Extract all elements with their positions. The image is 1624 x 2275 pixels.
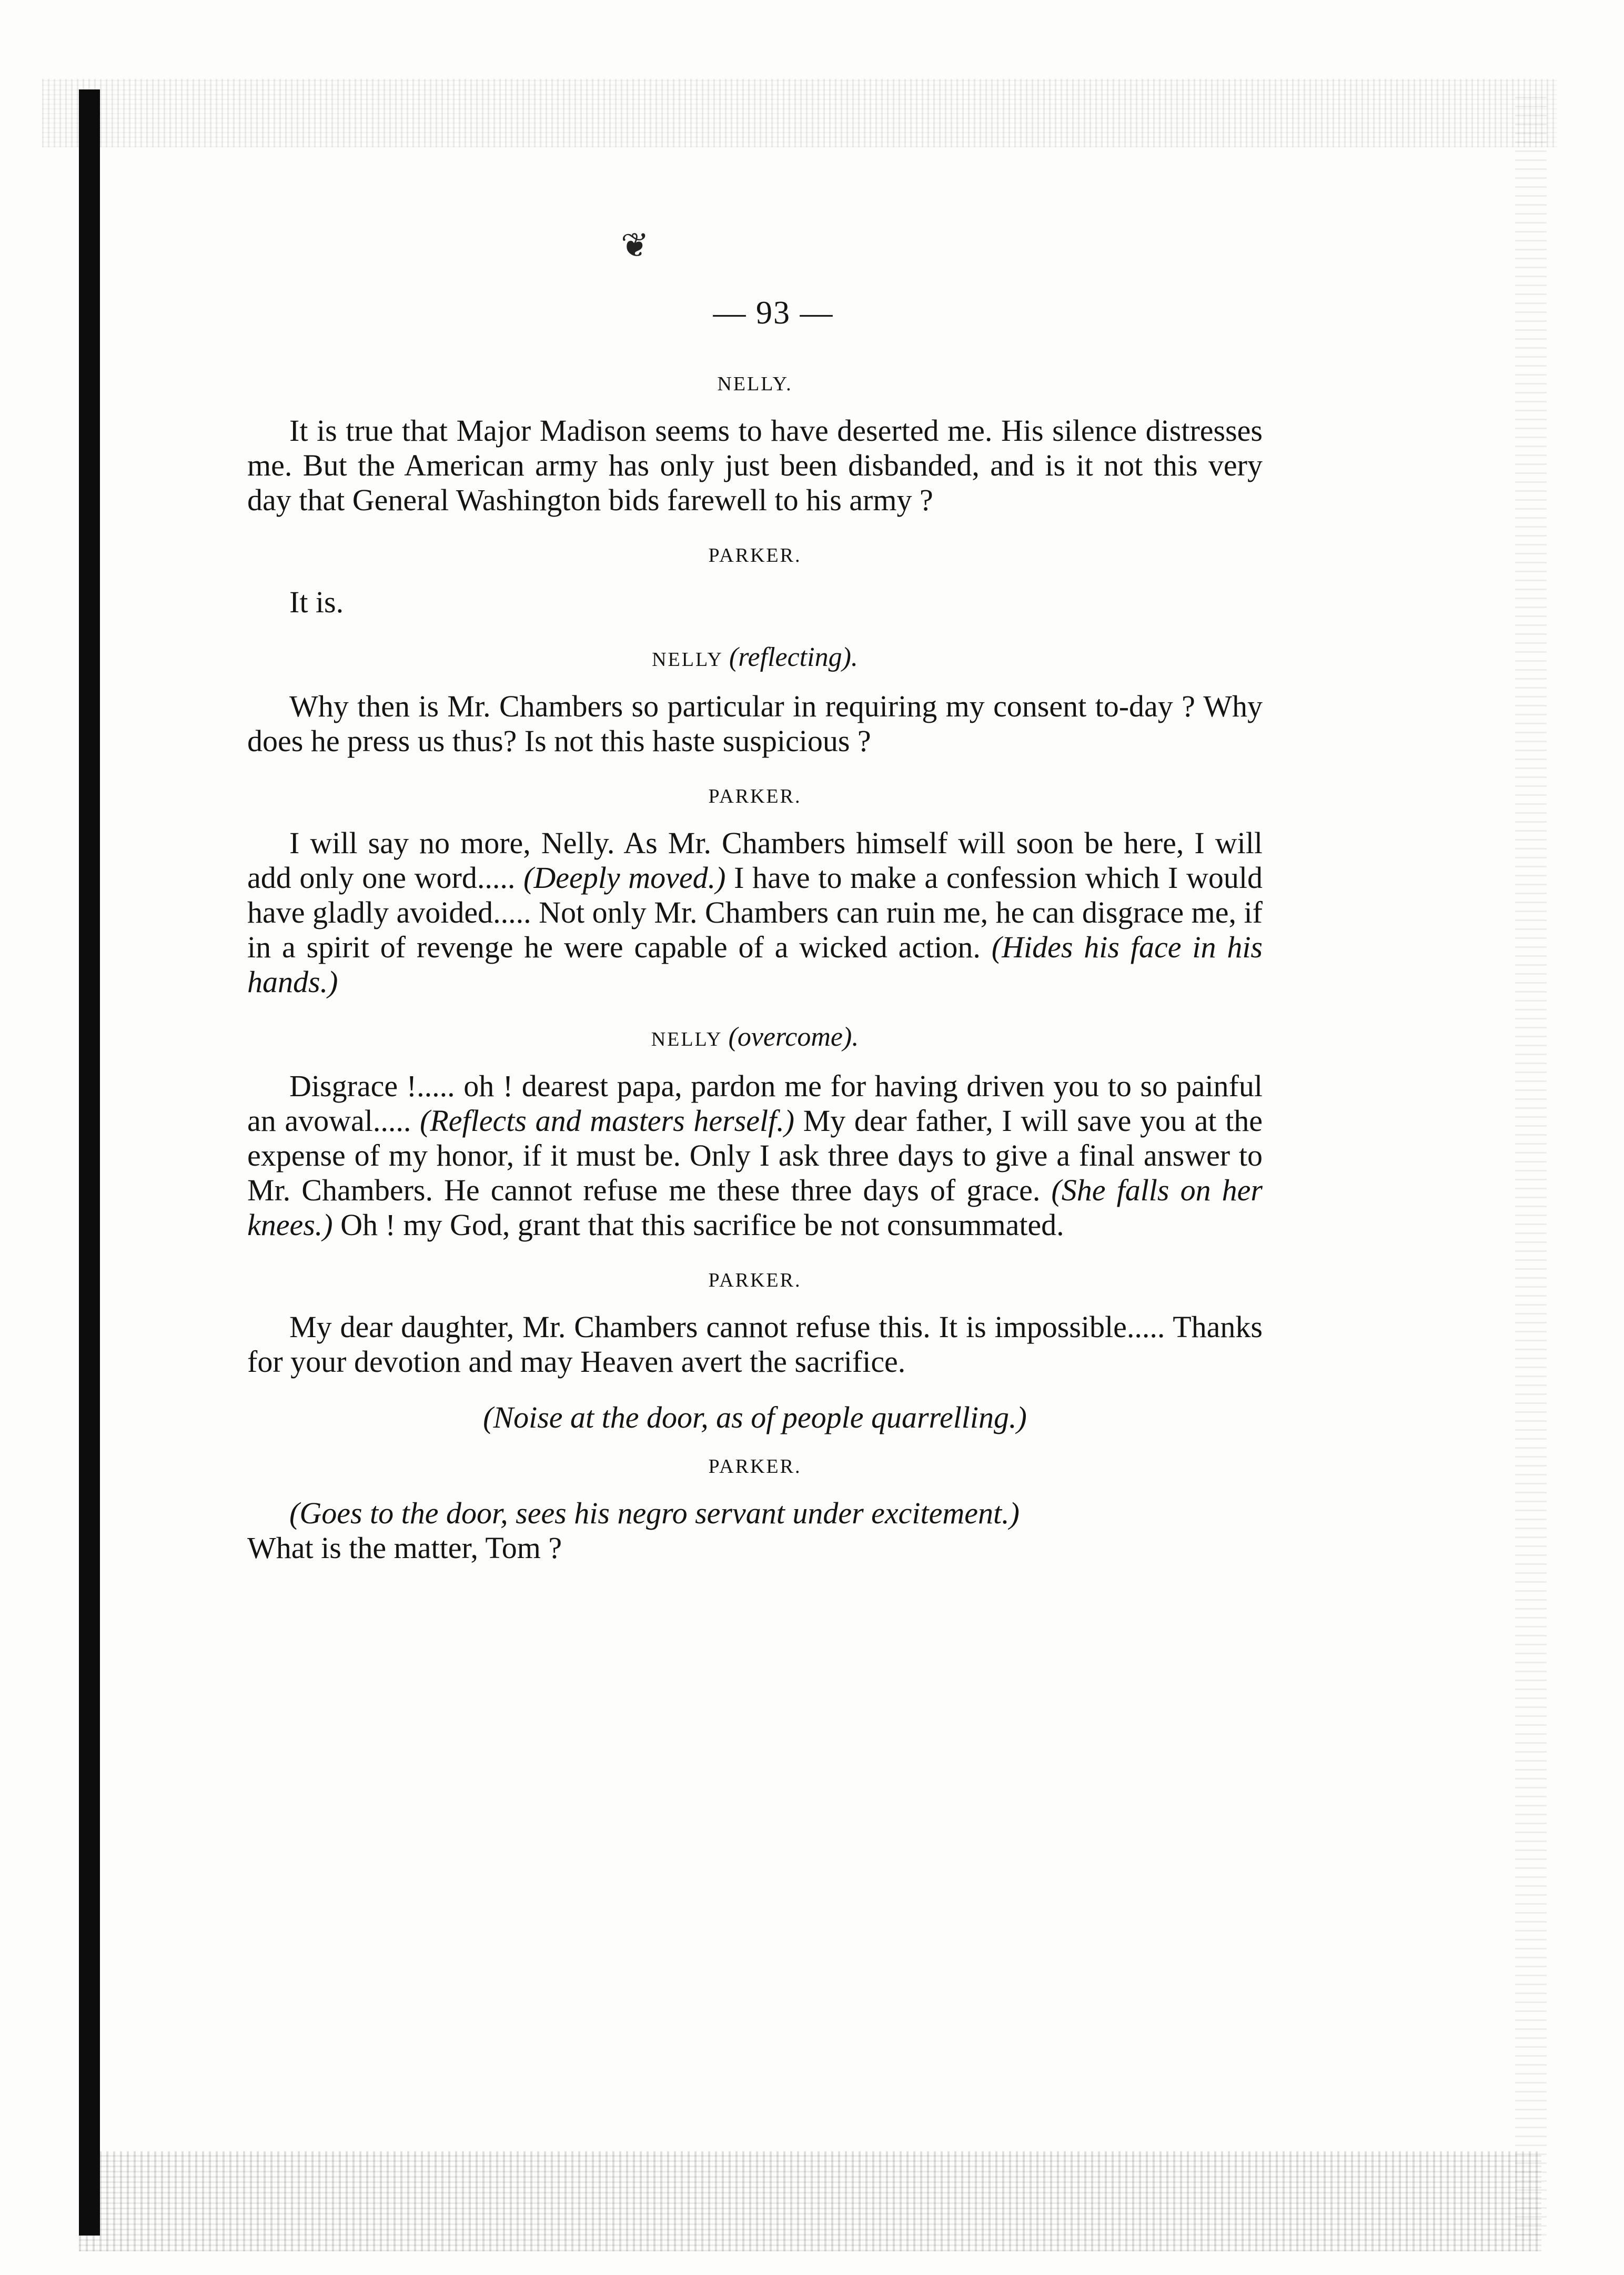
speech-paragraph (247, 826, 1263, 999)
ornament-icon: ❦ (621, 227, 649, 264)
stage-direction: (Hides his face in his hands.) (247, 930, 1263, 999)
stage-direction: (She falls on her knees.) (247, 1173, 1263, 1242)
speech-paragraph: My dear daughter, Mr. Chambers cannot refuse this. It is impossible..... Thanks for your devotion and may Heaven avert the sacrifice. (247, 1310, 1263, 1379)
speech-paragraph: Why then is Mr. Chambers so particular in requiring my consent to-day ? Why does he press us thus? Is not this haste suspicious ? (247, 689, 1263, 758)
speech-text: I have to make a confession which I would have gladly avoided..... Not only Mr. Chambers can ruin me, he can disgrace me, if in a spirit of revenge he were capable of a wicked action. (247, 861, 1263, 964)
speaker-direction: (reflecting). (729, 642, 858, 672)
scan-noise-right (1515, 89, 1547, 2236)
speaker-name: NELLY. (717, 373, 793, 395)
stage-direction: (Goes to the door, sees his negro servant under excitement.) (289, 1496, 1020, 1530)
speech-paragraph: It is true that Major Madison seems to have deserted me. His silence distresses me. But the American army has only just been disbanded, and is it not this very day that General Washington bids farewell to his army ? (247, 413, 1263, 517)
speaker-name: PARKER. (708, 785, 802, 807)
speaker-name: PARKER. (708, 544, 802, 567)
speech-paragraph (247, 1069, 1263, 1242)
speech-text: I will say no more, Nelly. As Mr. Chambers himself will soon be here, I will add only one word..... (247, 826, 1263, 895)
page-number: — 93 — (713, 295, 834, 331)
speech-text: Disgrace !..... oh ! dearest papa, pardon me for having driven you to so painful an avowal..... (247, 1069, 1263, 1138)
speaker-direction: (overcome). (728, 1022, 859, 1052)
speaker-name: PARKER. (708, 1269, 802, 1291)
stage-direction-line: (Noise at the door, as of people quarrelling.) (483, 1400, 1027, 1434)
stage-direction: (Reflects and masters herself.) (420, 1104, 795, 1138)
speaker-name: PARKER. (708, 1455, 802, 1478)
speech-text: Oh ! my God, grant that this sacrifice be not consummated. (340, 1208, 1064, 1242)
speech-paragraph (247, 1496, 1263, 1565)
scan-noise-bottom (79, 2151, 1541, 2251)
speech-paragraph: It is. (289, 585, 344, 619)
stage-direction: (Deeply moved.) (523, 861, 726, 895)
speech-text: What is the matter, Tom ? (247, 1531, 562, 1565)
scan-noise-top (42, 79, 1557, 147)
speaker-name: NELLY (reflecting). (652, 642, 858, 672)
dialogue-body (247, 368, 1263, 1565)
speaker-name: NELLY (overcome). (651, 1022, 859, 1052)
binding-edge (79, 89, 100, 2236)
speech-text: My dear father, I will save you at the expense of my honor, if it must be. Only I ask three days to give a final answer to Mr. Chambers. He cannot refuse me these three days of grace. (247, 1104, 1263, 1207)
